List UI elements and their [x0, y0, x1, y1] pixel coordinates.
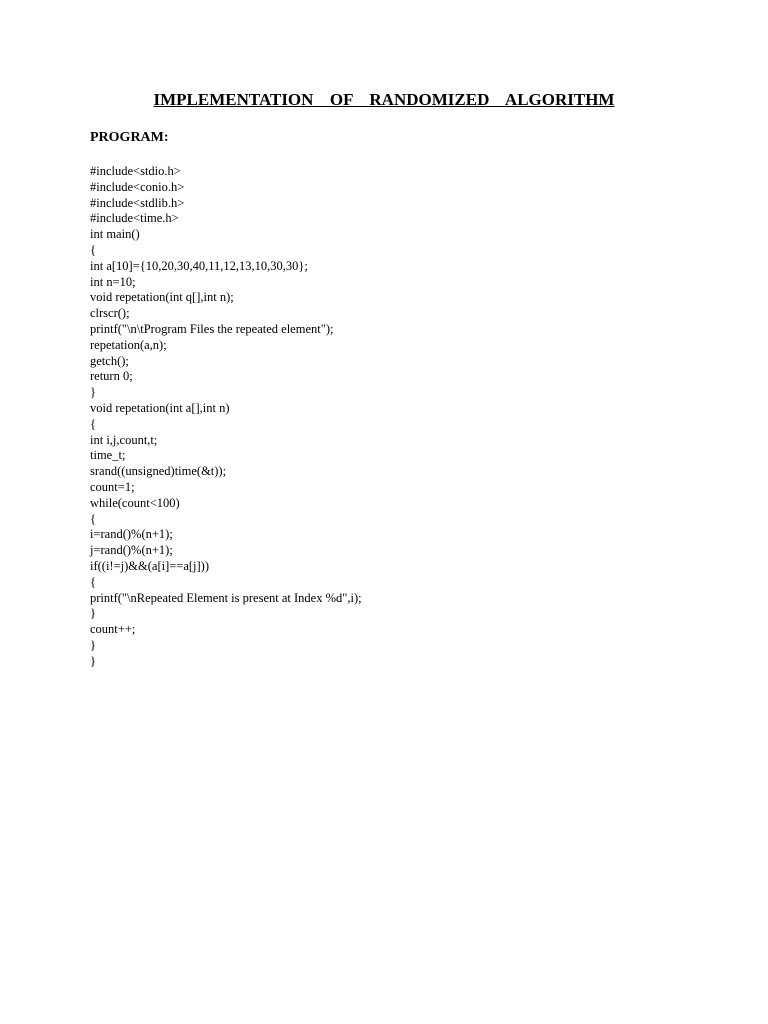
code-line: i=rand()%(n+1); — [90, 527, 173, 542]
code-line: #include<conio.h> — [90, 179, 185, 194]
program-heading: PROGRAM: — [90, 130, 169, 145]
code-line: } — [90, 653, 96, 668]
code-line: { — [90, 416, 96, 431]
code-line: srand((unsigned)time(&t)); — [90, 464, 227, 479]
code-line: { — [90, 574, 96, 589]
code-line: int a[10]={10,20,30,40,11,12,13,10,30,30}; — [90, 258, 308, 273]
code-line: } — [90, 637, 96, 652]
code-line: clrscr(); — [90, 306, 130, 321]
code-line: } — [90, 385, 96, 400]
code-line: { — [90, 511, 96, 526]
code-line: while(count<100) — [90, 495, 180, 510]
document-title: IMPLEMENTATION OF RANDOMIZED ALGORITHM — [153, 90, 615, 109]
code-line: time_t; — [90, 448, 126, 463]
code-line: int n=10; — [90, 274, 136, 289]
program-code — [90, 164, 362, 670]
code-line: int main() — [90, 227, 140, 242]
code-line: void repetation(int a[],int n) — [90, 400, 230, 415]
code-line: } — [90, 606, 96, 621]
code-line: getch(); — [90, 353, 129, 368]
code-line: #include<stdlib.h> — [90, 195, 185, 210]
code-line: if((i!=j)&&(a[i]==a[j])) — [90, 558, 210, 573]
code-line: #include<stdio.h> — [90, 164, 181, 178]
code-line: count++; — [90, 622, 136, 637]
code-line: return 0; — [90, 369, 133, 384]
code-line: j=rand()%(n+1); — [90, 543, 173, 558]
code-line: repetation(a,n); — [90, 337, 167, 352]
code-line: #include<time.h> — [90, 211, 179, 226]
code-line: { — [90, 242, 96, 257]
code-line: count=1; — [90, 479, 135, 494]
code-line: printf("\nRepeated Element is present at Index %d",i); — [90, 590, 362, 605]
code-line: printf("\n\tProgram Files the repeated element"); — [90, 321, 334, 336]
code-line: void repetation(int q[],int n); — [90, 290, 234, 305]
code-line: int i,j,count,t; — [90, 432, 158, 447]
